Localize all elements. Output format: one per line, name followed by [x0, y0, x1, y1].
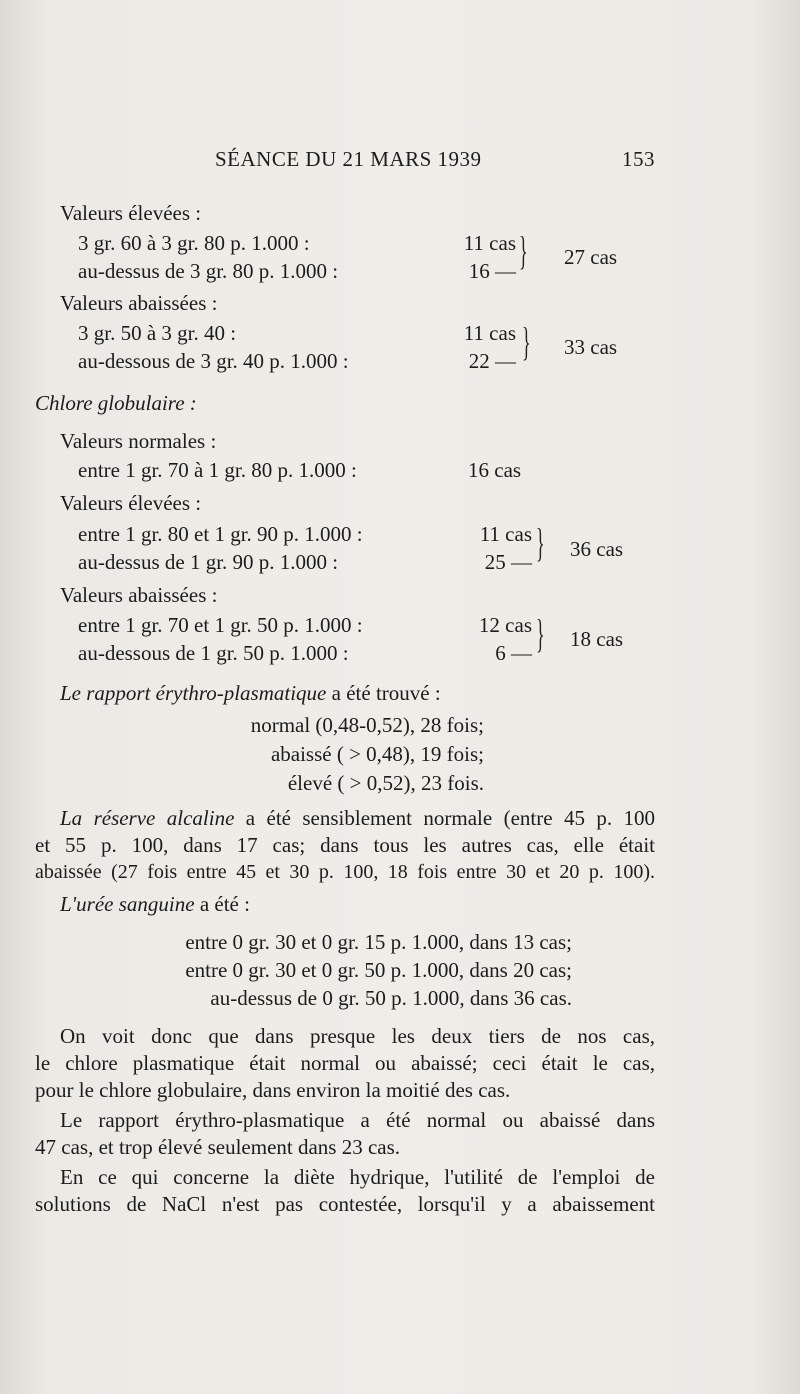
- conclusion-p1-line-1: On voit donc que dans presque les deux tiers de nos cas,: [60, 1024, 655, 1048]
- globular-low-count-2: 6 —: [495, 641, 532, 665]
- brace-icon: }: [519, 228, 528, 273]
- plasma-low-row-1: 3 gr. 50 à 3 gr. 40 :: [78, 321, 237, 345]
- conclusion-p3-line-2: solutions de NaCl n'est pas contestée, lorsqu'il y a abaissement: [35, 1192, 655, 1216]
- globular-normal-label: Valeurs normales :: [60, 429, 217, 453]
- globular-low-row-2: au-dessous de 1 gr. 50 p. 1.000 :: [78, 641, 349, 665]
- globular-high-count-1: 11 cas: [479, 522, 532, 546]
- plasma-high-count-1: 11 cas: [463, 231, 516, 255]
- globular-normal-row: entre 1 gr. 70 à 1 gr. 80 p. 1.000 :: [78, 458, 357, 482]
- plasma-low-row-2: au-dessous de 3 gr. 40 p. 1.000 :: [78, 349, 349, 373]
- alkaline-line-3: abaissée (27 fois entre 45 et 30 p. 100, 18 fois entre 30 et 20 p. 100).: [35, 861, 655, 883]
- urea-intro: L'urée sanguine a été :: [60, 892, 250, 916]
- globular-high-row-2: au-dessus de 1 gr. 90 p. 1.000 :: [78, 550, 339, 574]
- globular-low-total: 18 cas: [570, 627, 624, 651]
- urea-line-2: entre 0 gr. 30 et 0 gr. 50 p. 1.000, dans 20 cas;: [185, 958, 572, 982]
- page-header-title: SÉANCE DU 21 MARS 1939: [215, 147, 482, 171]
- brace-icon: }: [522, 319, 531, 364]
- conclusion-p2-line-2: 47 cas, et trop élevé seulement dans 23 cas.: [35, 1135, 401, 1159]
- conclusion-p1-line-2: le chlore plasmatique était normal ou abaissé; ceci était le cas,: [35, 1051, 655, 1075]
- globular-low-row-1: entre 1 gr. 70 et 1 gr. 50 p. 1.000 :: [78, 613, 363, 637]
- globular-high-total: 36 cas: [570, 537, 624, 561]
- globular-normal-count: 16 cas: [468, 458, 522, 482]
- globular-high-label: Valeurs élevées :: [60, 491, 202, 515]
- ratio-intro: Le rapport érythro-plasmatique a été trouvé :: [60, 681, 441, 705]
- plasma-high-total: 27 cas: [564, 245, 618, 269]
- ratio-line-high: élevé ( > 0,52), 23 fois.: [287, 771, 484, 795]
- plasma-high-label: Valeurs élevées :: [60, 201, 202, 225]
- ratio-line-low: abaissé ( > 0,48), 19 fois;: [270, 742, 484, 766]
- globular-heading: Chlore globulaire :: [35, 391, 197, 415]
- alkaline-line-1: La réserve alcaline a été sensiblement normale (entre 45 p. 100: [60, 806, 655, 830]
- plasma-high-row-1: 3 gr. 60 à 3 gr. 80 p. 1.000 :: [78, 231, 310, 255]
- plasma-low-label: Valeurs abaissées :: [60, 291, 218, 315]
- ratio-line-normal: normal (0,48-0,52), 28 fois;: [250, 713, 484, 737]
- page-number: 153: [622, 147, 655, 171]
- globular-low-count-1: 12 cas: [478, 613, 532, 637]
- plasma-low-count-2: 22 —: [468, 349, 516, 373]
- conclusion-p3-line-1: En ce qui concerne la diète hydrique, l'utilité de l'emploi de: [60, 1165, 655, 1189]
- plasma-high-count-2: 16 —: [468, 259, 516, 283]
- globular-high-count-2: 25 —: [484, 550, 532, 574]
- urea-line-1: entre 0 gr. 30 et 0 gr. 15 p. 1.000, dans 13 cas;: [185, 930, 572, 954]
- globular-low-label: Valeurs abaissées :: [60, 583, 218, 607]
- urea-line-3: au-dessus de 0 gr. 50 p. 1.000, dans 36 cas.: [210, 986, 572, 1010]
- conclusion-p1-line-3: pour le chlore globulaire, dans environ la moitié des cas.: [35, 1078, 511, 1102]
- plasma-low-total: 33 cas: [564, 335, 618, 359]
- conclusion-p2-line-1: Le rapport érythro-plasmatique a été normal ou abaissé dans: [60, 1108, 655, 1132]
- brace-icon: }: [536, 520, 545, 565]
- plasma-low-count-1: 11 cas: [463, 321, 516, 345]
- alkaline-line-2: et 55 p. 100, dans 17 cas; dans tous les autres cas, elle était: [35, 833, 655, 857]
- brace-icon: }: [536, 611, 545, 656]
- plasma-high-row-2: au-dessus de 3 gr. 80 p. 1.000 :: [78, 259, 339, 283]
- globular-high-row-1: entre 1 gr. 80 et 1 gr. 90 p. 1.000 :: [78, 522, 363, 546]
